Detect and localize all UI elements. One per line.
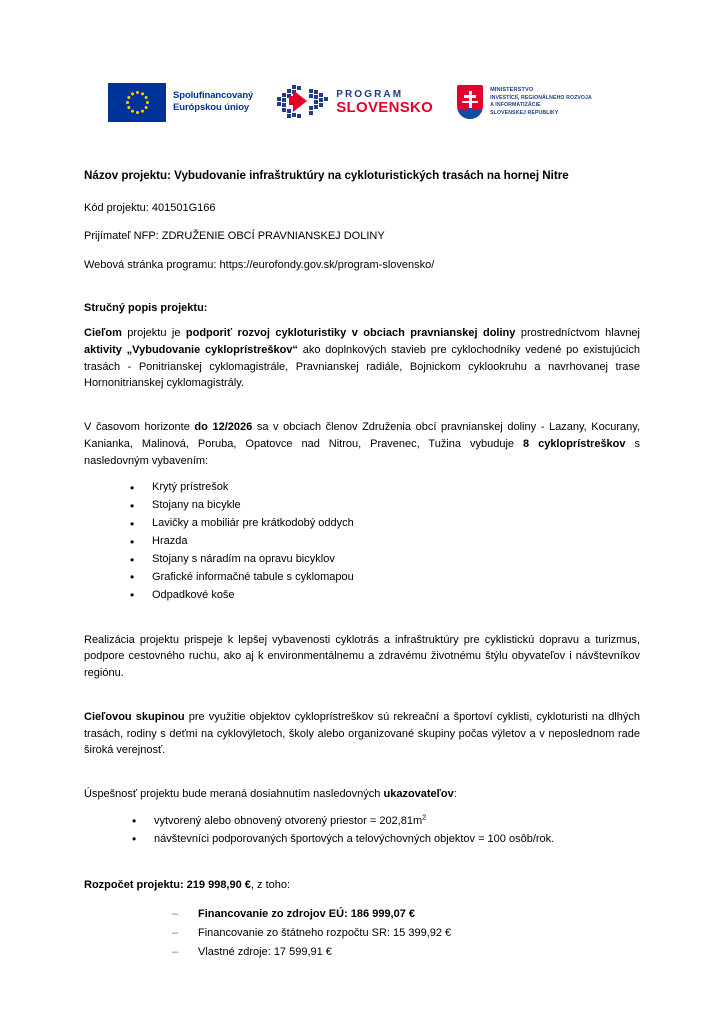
paragraph-timeline-text-3: s nasledovným vybavením: xyxy=(84,437,640,467)
list-item xyxy=(172,924,640,943)
eu-flag-icon xyxy=(108,83,166,122)
program-label: PROGRAM xyxy=(336,88,404,100)
list-item xyxy=(172,943,640,962)
list-item: • Stojany na bicykle xyxy=(130,497,640,515)
paragraph-target-group-bold: Cieľovou skupinou xyxy=(84,710,185,723)
indicators-list xyxy=(84,813,640,849)
ministry-line4: SLOVENSKEJ REPUBLIKY xyxy=(490,109,559,116)
program-slovensko-logo xyxy=(277,85,433,119)
program-website-line: Webová stránka programu: https://eurofondy.gov.sk/program-slovensko/ xyxy=(84,258,435,271)
paragraph-timeline-bold-1: do 12/2026 xyxy=(194,421,253,434)
ministry-logo xyxy=(457,85,592,119)
ministry-line2: INVESTÍCIÍ, REGIONÁLNEHO ROZVOJA xyxy=(490,94,592,101)
indicators-intro-text-2: : xyxy=(453,788,457,801)
eu-logo-line2: Európskou únioу xyxy=(173,102,250,113)
ministry-line1: MINISTERSTVO xyxy=(490,86,534,93)
list-item: • Krytý prístrešok xyxy=(130,479,640,497)
list-item: • Lavičky a mobiliár pre krátkodobý oddych xyxy=(130,515,640,533)
paragraph-benefits: Realizácia projektu prispeje k lepšej vybavenosti cyklotrás a infraštruktúry pre cyklistickú dopravu a turizmus, podpore cestovného ruchu, ako aj k environmentálnemu a zdravému životnému štýlu obyvateľov i návštevníkov regiónu. xyxy=(84,633,640,680)
eu-stars-icon xyxy=(125,90,149,114)
beneficiary-line: Prijímateľ NFP: ZDRUŽENIE OBCÍ PRAVNIANSKEJ DOLINY xyxy=(84,230,385,243)
indicators-intro-text-1: Úspešnosť projektu bude meraná dosiahnutím nasledovných xyxy=(84,788,384,801)
indicator-text: vytvorený alebo obnovený otvorený priestor = 202,81m xyxy=(154,814,423,827)
project-code-line: Kód projektu: 401501G166 xyxy=(84,201,216,214)
slovak-coat-of-arms-icon xyxy=(457,85,483,119)
budget-total-bold: Rozpočet projektu: 219 998,90 € xyxy=(84,878,251,891)
paragraph-goal-text-2: prostredníctvom hlavnej xyxy=(515,327,640,340)
ministry-line3: A INFORMATIZÁCIE xyxy=(490,102,541,109)
eu-cofunded-logo xyxy=(108,83,253,122)
program-slovensko-wordmark xyxy=(336,89,433,116)
eu-logo-text xyxy=(173,90,253,113)
list-item: • Odpadkové koše xyxy=(130,587,640,605)
program-slovensko-mosaic-icon xyxy=(277,85,329,119)
budget-item-state: Financovanie zo štátneho rozpočtu SR: 15 399,92 € xyxy=(198,927,452,940)
logo-bar xyxy=(84,0,640,126)
list-item: • Hrazda xyxy=(130,533,640,551)
paragraph-timeline xyxy=(84,419,640,469)
indicators-intro-bold: ukazovateľov xyxy=(383,788,454,801)
indicator-text: návštevníci podporovaných športových a telovýchovných objektov = 100 osôb/rok. xyxy=(154,832,555,845)
slovensko-label: SLOVENSKO xyxy=(336,98,434,116)
indicator-superscript: 2 xyxy=(422,812,427,822)
equipment-list xyxy=(84,479,640,604)
paragraph-target-group-text: pre využitie objektov cykloprístreškov sú rekreační a športoví cyklisti, cykloturisti na dlhých trasách, rodiny s deťmi na cyklovÿletoch, školy alebo organizované skupiny počas vÿletov a v neposlednom rade široká verejnosť. xyxy=(84,710,640,757)
paragraph-target-group xyxy=(84,709,640,759)
list-item xyxy=(132,813,640,831)
paragraph-goal-bold-1: Cieľom xyxy=(84,327,122,340)
paragraph-goal-text-1: projektu je xyxy=(121,327,186,340)
section-heading-description: Stručný popis projektu: xyxy=(84,302,208,315)
list-item xyxy=(132,831,640,849)
budget-total-tail: , z toho: xyxy=(250,878,291,891)
budget-total-line xyxy=(84,877,640,894)
list-item: • Stojany s náradím na opravu bicyklov xyxy=(130,551,640,569)
paragraph-timeline-text-1: V časovom horizonte xyxy=(84,421,195,434)
budget-item-own: Vlastné zdroje: 17 599,91 € xyxy=(198,945,332,958)
paragraph-indicators-intro xyxy=(84,786,640,803)
ministry-logo-text xyxy=(490,87,592,117)
paragraph-goal-text-3: ako doplnkových stavieb pre cyklochodníky vedené po existujúcich trasách - Ponitrianskej cyklomagistrále, Pravnianskej radiále, Bojnickom cyklookruhu a navrhovanej trase Hornonitrianskej cyklomagistrály. xyxy=(84,344,640,390)
paragraph-goal-bold-2: podporiť rozvoj cykloturistiky v obciach pravnianskej doliny xyxy=(185,327,516,340)
paragraph-timeline-text-2: sa v obciach členov Združenia obcí pravnianskej doliny - Lazany, Kocurany, Kanianka, Malinová, Poruba, Opatovce nad Nitrou, Pravenec, Tužina vybuduje xyxy=(84,421,640,450)
list-item xyxy=(172,905,640,924)
paragraph-goal xyxy=(84,325,640,392)
list-item: • Grafické informačné tabule s cyklomapou xyxy=(130,569,640,587)
paragraph-timeline-bold-2: 8 cykloprístreškov xyxy=(523,437,626,450)
eu-logo-line1: Spolufinancovaný xyxy=(173,90,254,102)
budget-breakdown-list xyxy=(84,905,640,962)
page-title: Názov projektu: Vybudovanie infraštruktúry na cykloturistických trasách na hornej Nitre xyxy=(84,169,569,182)
paragraph-goal-bold-3: aktivity „Vybudovanie cykloprístreškov“ xyxy=(84,344,298,356)
budget-item-eu: Financovanie zo zdrojov EÚ: 186 999,07 € xyxy=(198,908,416,921)
